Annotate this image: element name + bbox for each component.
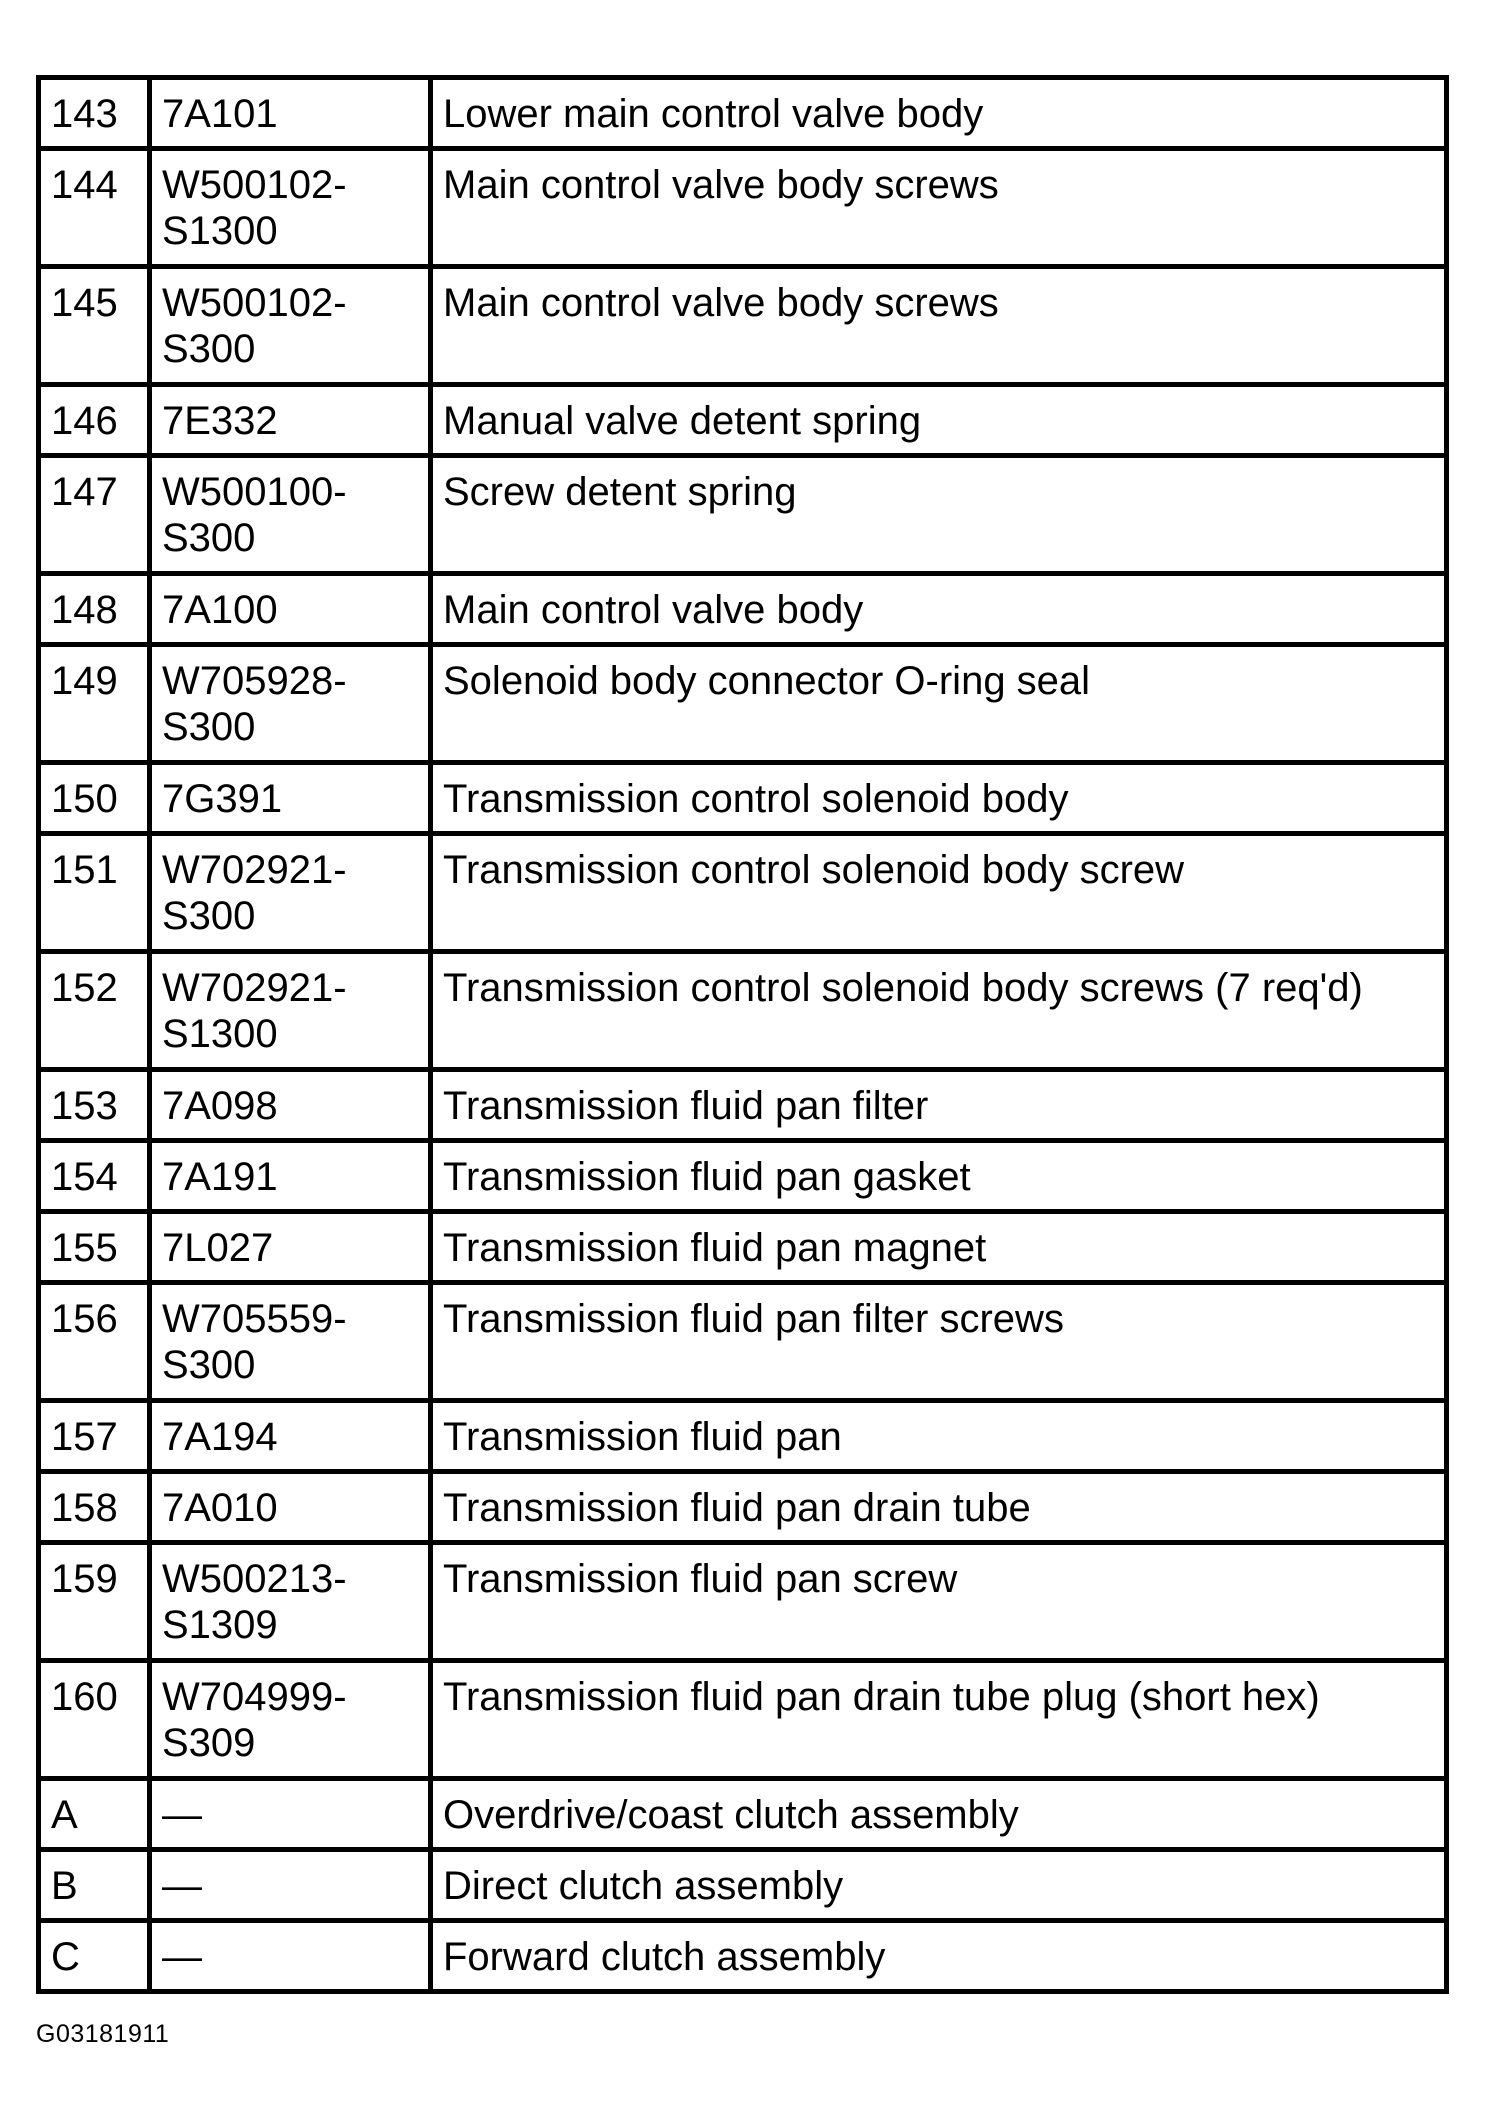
part-number-cell: 7A194 xyxy=(150,1401,431,1472)
description-cell: Overdrive/coast clutch assembly xyxy=(431,1779,1447,1850)
figure-reference: G03181911 xyxy=(36,2020,170,2048)
part-number-cell: 7A010 xyxy=(150,1472,431,1543)
description-cell: Solenoid body connector O-ring seal xyxy=(431,645,1447,763)
item-number-cell: 159 xyxy=(39,1543,150,1661)
description-cell: Direct clutch assembly xyxy=(431,1850,1447,1921)
part-number-cell: W705928- S300 xyxy=(150,645,431,763)
part-number-cell: 7A098 xyxy=(150,1070,431,1141)
description-cell: Transmission fluid pan magnet xyxy=(431,1212,1447,1283)
parts-table xyxy=(36,75,1449,1994)
item-number-cell: 143 xyxy=(39,78,150,149)
item-number-cell: 152 xyxy=(39,952,150,1070)
item-number-cell: 150 xyxy=(39,763,150,834)
item-number-cell: 148 xyxy=(39,574,150,645)
item-number-cell: 160 xyxy=(39,1661,150,1779)
table-row xyxy=(39,1070,1447,1141)
item-number-cell: 156 xyxy=(39,1283,150,1401)
description-cell: Transmission fluid pan xyxy=(431,1401,1447,1472)
description-cell: Main control valve body screws xyxy=(431,149,1447,267)
part-number-cell: W704999- S309 xyxy=(150,1661,431,1779)
table-row xyxy=(39,267,1447,385)
parts-table-body xyxy=(39,78,1447,1992)
description-cell: Transmission fluid pan screw xyxy=(431,1543,1447,1661)
item-number-cell: 149 xyxy=(39,645,150,763)
item-number-cell: 158 xyxy=(39,1472,150,1543)
part-number-cell: W500100- S300 xyxy=(150,456,431,574)
description-cell: Transmission fluid pan drain tube xyxy=(431,1472,1447,1543)
description-cell: Transmission fluid pan drain tube plug (short hex) xyxy=(431,1661,1447,1779)
table-row xyxy=(39,78,1447,149)
table-row xyxy=(39,574,1447,645)
item-number-cell: 155 xyxy=(39,1212,150,1283)
table-row xyxy=(39,149,1447,267)
table-row xyxy=(39,1921,1447,1992)
part-number-cell: W702921- S1300 xyxy=(150,952,431,1070)
description-cell: Screw detent spring xyxy=(431,456,1447,574)
part-number-cell: 7A100 xyxy=(150,574,431,645)
item-number-cell: A xyxy=(39,1779,150,1850)
description-cell: Transmission control solenoid body screws (7 req'd) xyxy=(431,952,1447,1070)
part-number-cell: — xyxy=(150,1850,431,1921)
table-row xyxy=(39,456,1447,574)
item-number-cell: C xyxy=(39,1921,150,1992)
table-row xyxy=(39,385,1447,456)
table-row xyxy=(39,1472,1447,1543)
part-number-cell: — xyxy=(150,1779,431,1850)
description-cell: Transmission fluid pan filter xyxy=(431,1070,1447,1141)
description-cell: Forward clutch assembly xyxy=(431,1921,1447,1992)
item-number-cell: B xyxy=(39,1850,150,1921)
part-number-cell: 7G391 xyxy=(150,763,431,834)
description-cell: Transmission fluid pan gasket xyxy=(431,1141,1447,1212)
description-cell: Main control valve body screws xyxy=(431,267,1447,385)
description-cell: Main control valve body xyxy=(431,574,1447,645)
description-cell: Transmission control solenoid body xyxy=(431,763,1447,834)
table-row xyxy=(39,1779,1447,1850)
table-row xyxy=(39,952,1447,1070)
table-row xyxy=(39,1401,1447,1472)
table-row xyxy=(39,763,1447,834)
part-number-cell: W500213- S1309 xyxy=(150,1543,431,1661)
item-number-cell: 151 xyxy=(39,834,150,952)
part-number-cell: W705559- S300 xyxy=(150,1283,431,1401)
item-number-cell: 145 xyxy=(39,267,150,385)
part-number-cell: 7E332 xyxy=(150,385,431,456)
part-number-cell: 7L027 xyxy=(150,1212,431,1283)
table-row xyxy=(39,1543,1447,1661)
table-row xyxy=(39,1212,1447,1283)
description-cell: Manual valve detent spring xyxy=(431,385,1447,456)
part-number-cell: W500102- S1300 xyxy=(150,149,431,267)
description-cell: Lower main control valve body xyxy=(431,78,1447,149)
table-row xyxy=(39,1850,1447,1921)
item-number-cell: 147 xyxy=(39,456,150,574)
table-row xyxy=(39,645,1447,763)
table-row xyxy=(39,1141,1447,1212)
table-row xyxy=(39,1283,1447,1401)
item-number-cell: 154 xyxy=(39,1141,150,1212)
table-row xyxy=(39,1661,1447,1779)
item-number-cell: 146 xyxy=(39,385,150,456)
item-number-cell: 144 xyxy=(39,149,150,267)
description-cell: Transmission control solenoid body screw xyxy=(431,834,1447,952)
part-number-cell: — xyxy=(150,1921,431,1992)
part-number-cell: W500102- S300 xyxy=(150,267,431,385)
part-number-cell: 7A101 xyxy=(150,78,431,149)
description-cell: Transmission fluid pan filter screws xyxy=(431,1283,1447,1401)
item-number-cell: 153 xyxy=(39,1070,150,1141)
table-row xyxy=(39,834,1447,952)
part-number-cell: W702921- S300 xyxy=(150,834,431,952)
part-number-cell: 7A191 xyxy=(150,1141,431,1212)
item-number-cell: 157 xyxy=(39,1401,150,1472)
